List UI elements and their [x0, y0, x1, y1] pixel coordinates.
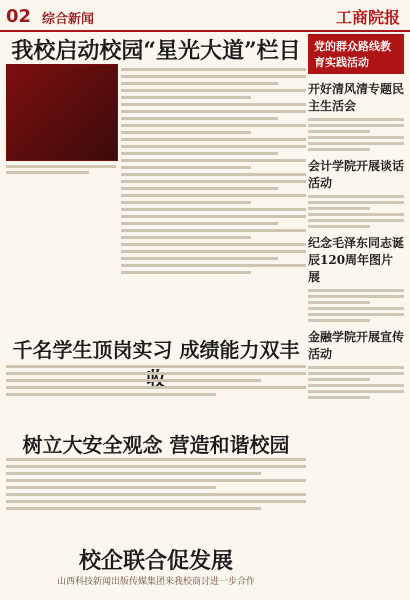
- sidebar-body-4: [308, 366, 404, 399]
- headline-safety: 树立大安全观念 营造和谐校园: [22, 433, 290, 457]
- article-1-body: [121, 64, 306, 314]
- section-title: 综合新闻: [42, 12, 95, 27]
- header-divider: [0, 30, 410, 32]
- main-column: [6, 34, 306, 594]
- article-2-body: [6, 361, 306, 421]
- article-3-body: [6, 454, 306, 539]
- headline-enterprise: 校企联合促发展: [78, 548, 233, 574]
- sidebar-headline-1: 开好清风清专题民主生活会: [308, 82, 405, 113]
- sidebar-headline-3: 纪念毛泽东同志诞辰120周年图片展: [308, 236, 405, 284]
- headline-internship: 千名学生顶岗实习 成绩能力双丰收: [12, 338, 300, 391]
- sidebar-body-3: [308, 289, 404, 322]
- subheadline-enterprise: 山西科技新闻出版传媒集团来我校商讨进一步合作: [56, 577, 255, 587]
- sidebar: [308, 34, 404, 594]
- page-header: [0, 0, 410, 30]
- sidebar-body-2: [308, 195, 404, 228]
- sidebar-title: 党的群众路线教育实践活动: [308, 34, 404, 74]
- newspaper-logo: 工商院报: [335, 8, 400, 27]
- event-photo: [6, 64, 118, 161]
- photo-caption: [6, 162, 116, 177]
- sidebar-headline-4: 金融学院开展宣传活动: [308, 330, 405, 361]
- page-number: 02: [6, 6, 32, 27]
- sidebar-headline-2: 会计学院开展谈话活动: [308, 159, 405, 190]
- sidebar-body-1: [308, 118, 404, 151]
- headline-star-avenue: 我校启动校园“星光大道”栏目: [11, 38, 301, 64]
